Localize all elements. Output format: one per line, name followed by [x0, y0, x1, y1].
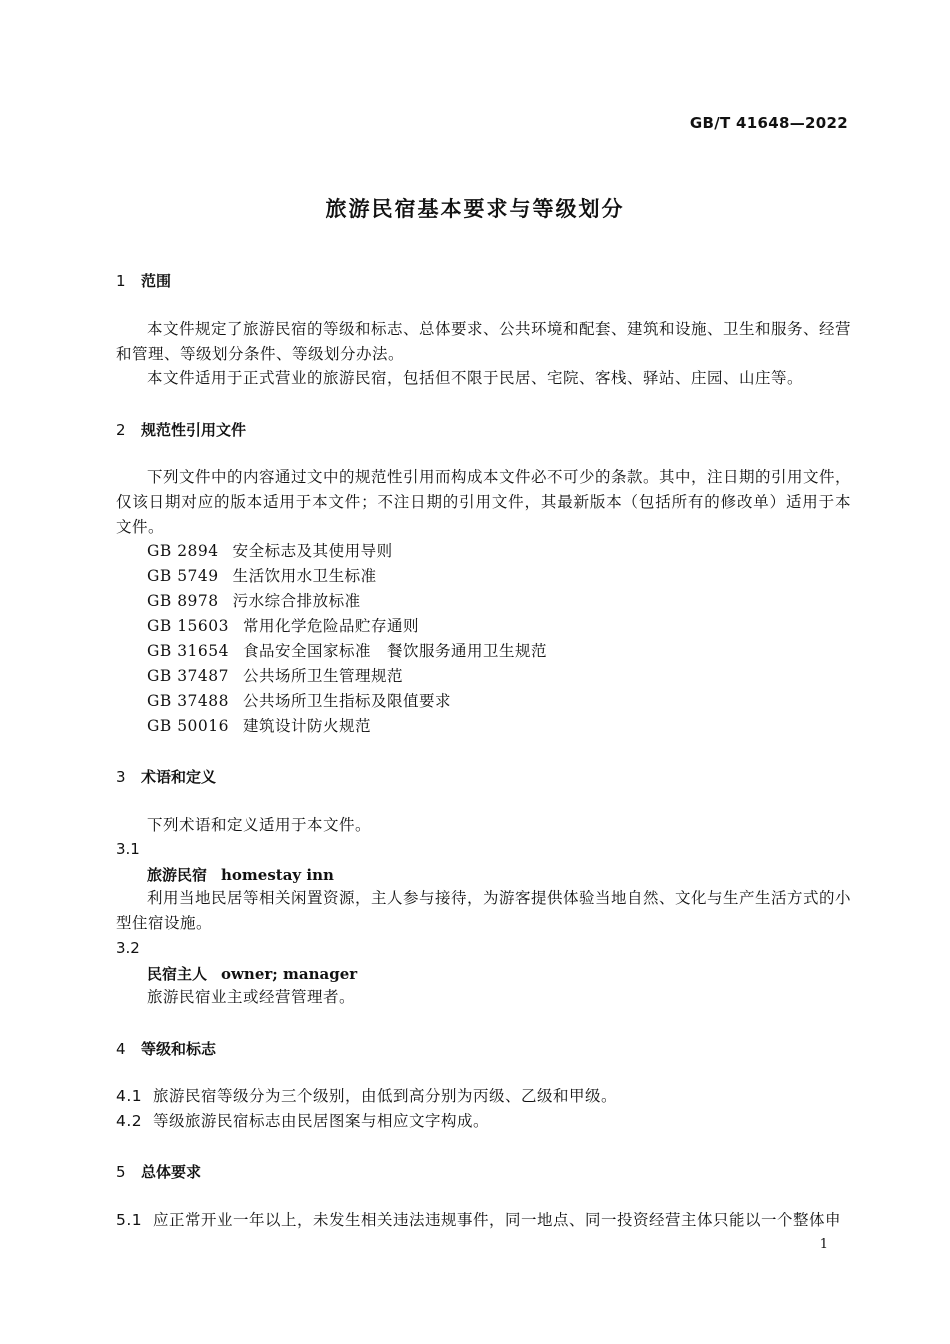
reference-name: 公共场所卫生管理规范	[243, 667, 404, 685]
reference-name: 生活饮用水卫生标准	[232, 567, 377, 585]
reference-item	[147, 614, 419, 639]
section-number: 1	[116, 272, 126, 290]
section-title: 总体要求	[141, 1163, 202, 1181]
section-title: 等级和标志	[141, 1040, 217, 1058]
section-title: 范围	[141, 272, 172, 290]
reference-name: 食品安全国家标准 餐饮服务通用卫生规范	[243, 642, 548, 660]
paragraph: 下列文件中的内容通过文中的规范性引用而构成本文件必不可少的条款。其中，注日期的引用文件，仅该日期对应的版本适用于本文件；不注日期的引用文件，其最新版本（包括所有的修改单）适用于本文件。	[116, 468, 852, 536]
term-chinese: 旅游民宿	[147, 866, 208, 884]
reference-code: GB 8978	[147, 592, 219, 610]
section-number: 4	[116, 1040, 126, 1058]
clause-number: 4.2	[116, 1112, 143, 1130]
paragraph: 本文件规定了旅游民宿的等级和标志、总体要求、公共环境和配套、建筑和设施、卫生和服务、经营和管理、等级划分条件、等级划分办法。	[116, 320, 852, 363]
clause-text: 应正常开业一年以上，未发生相关违法违规事件，同一地点、同一投资经营主体只能以一个整体申	[153, 1211, 842, 1229]
reference-item	[147, 639, 547, 664]
clause-text: 等级旅游民宿标志由民居图案与相应文字构成。	[153, 1112, 490, 1130]
page-number: 1	[819, 1237, 828, 1252]
reference-item	[147, 664, 403, 689]
reference-item	[147, 539, 393, 564]
section-title: 术语和定义	[141, 768, 217, 786]
term-definition: 利用当地民居等相关闲置资源，主人参与接待，为游客提供体验当地自然、文化与生产生活方式的小型住宿设施。	[116, 889, 852, 932]
term-label	[147, 864, 334, 885]
term-english: owner; manager	[221, 965, 358, 983]
reference-item	[147, 714, 371, 739]
section-heading-general-requirements	[116, 1161, 201, 1182]
section-heading-grades-and-signs	[116, 1038, 216, 1059]
reference-code: GB 2894	[147, 542, 219, 560]
reference-code: GB 31654	[147, 642, 230, 660]
standard-number: GB/T 41648—2022	[689, 114, 848, 132]
reference-code: GB 37487	[147, 667, 230, 685]
reference-code: GB 15603	[147, 617, 230, 635]
term-number: 3.2	[116, 939, 140, 957]
section-number: 5	[116, 1163, 126, 1181]
reference-item	[147, 564, 377, 589]
term-label	[147, 963, 357, 984]
clause-text: 旅游民宿等级分为三个级别，由低到高分别为丙级、乙级和甲级。	[153, 1087, 618, 1105]
reference-name: 建筑设计防火规范	[243, 717, 372, 735]
reference-code: GB 50016	[147, 717, 230, 735]
clause	[116, 1208, 841, 1233]
term-definition: 旅游民宿业主或经营管理者。	[147, 988, 356, 1006]
term-number: 3.1	[116, 840, 140, 858]
clause	[116, 1084, 617, 1109]
reference-name: 常用化学危险品贮存通则	[243, 617, 420, 635]
term-chinese: 民宿主人	[147, 965, 208, 983]
section-title: 规范性引用文件	[141, 421, 247, 439]
clause-number: 4.1	[116, 1087, 143, 1105]
reference-name: 安全标志及其使用导则	[232, 542, 393, 560]
document-title: 旅游民宿基本要求与等级划分	[325, 197, 625, 221]
reference-code: GB 5749	[147, 567, 219, 585]
clause-number: 5.1	[116, 1211, 143, 1229]
paragraph: 本文件适用于正式营业的旅游民宿，包括但不限于民居、宅院、客栈、驿站、庄园、山庄等。	[147, 369, 804, 387]
section-number: 2	[116, 421, 126, 439]
term-english: homestay inn	[221, 866, 334, 884]
reference-item	[147, 589, 361, 614]
reference-code: GB 37488	[147, 692, 230, 710]
reference-item	[147, 689, 451, 714]
clause	[116, 1109, 489, 1134]
section-number: 3	[116, 768, 126, 786]
reference-name: 污水综合排放标准	[232, 592, 361, 610]
section-heading-terms-and-definitions	[116, 766, 216, 787]
terms-intro: 下列术语和定义适用于本文件。	[147, 816, 372, 834]
section-heading-scope	[116, 270, 171, 291]
reference-name: 公共场所卫生指标及限值要求	[243, 692, 452, 710]
section-heading-normative-references	[116, 419, 246, 440]
